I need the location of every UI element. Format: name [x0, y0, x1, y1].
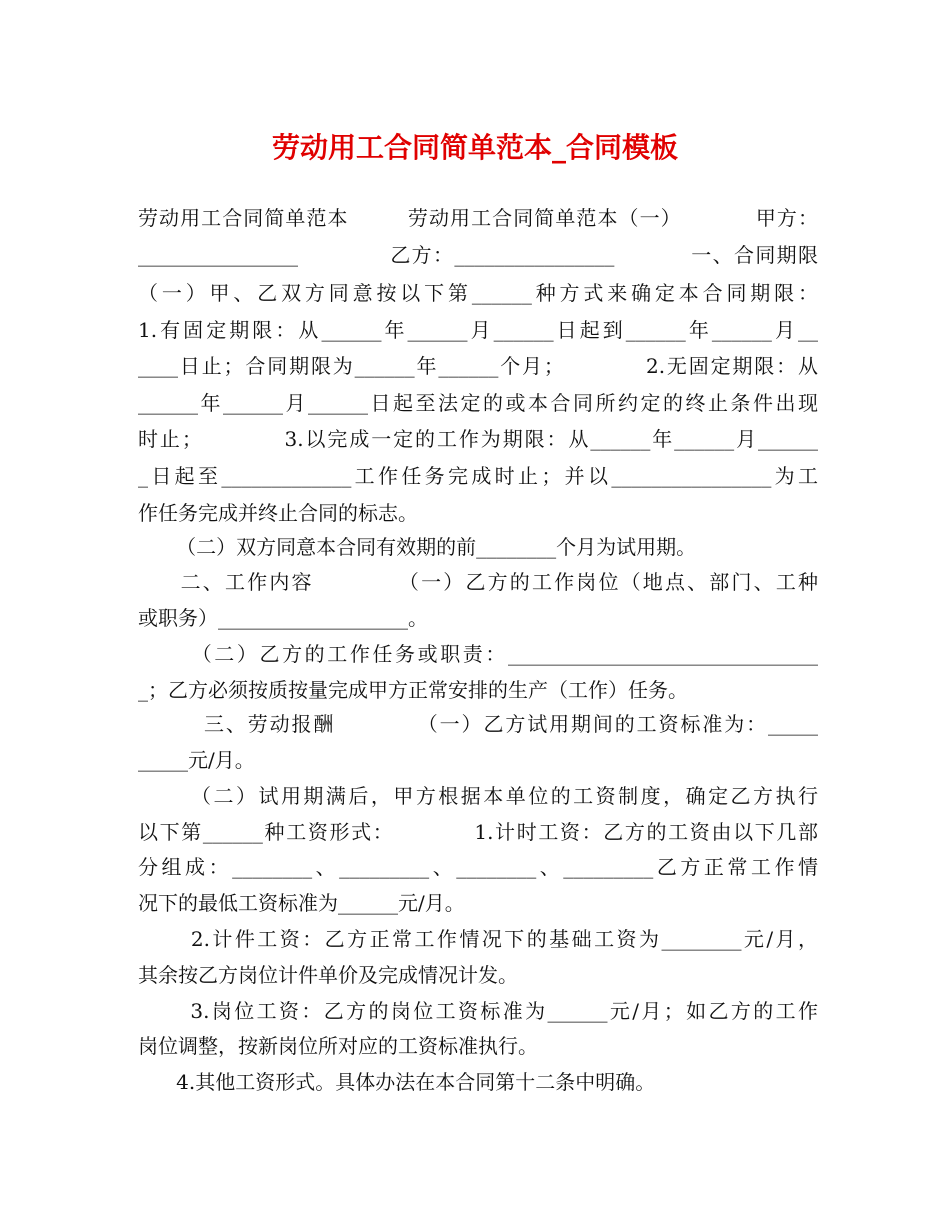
- body-line: 以下第______种工资形式： 1.计时工资：乙方的工资由以下几部: [138, 820, 818, 844]
- body-line: ______年______月______日起至法定的或本合同所约定的终止条件出现: [138, 391, 818, 415]
- body-line: 况下的最低工资标准为______元/月。: [138, 891, 465, 915]
- body-line: （二）试用期满后，甲方根据本单位的工资制度，确定乙方执行: [138, 784, 818, 808]
- body-line: 作任务完成并终止合同的标志。: [138, 501, 418, 525]
- body-line: （二）双方同意本合同有效期的前________个月为试用期。: [138, 535, 697, 559]
- body-line: 劳动用工合同简单范本 劳动用工合同简单范本（一） 甲方：: [138, 206, 818, 230]
- body-line: 其余按乙方岗位计件单价及完成情况计发。: [138, 963, 518, 987]
- document-title: 劳动用工合同简单范本_合同模板: [271, 131, 678, 164]
- body-line: ________________ 乙方：________________ 一、合同期限: [138, 243, 818, 267]
- body-line: _____元/月。: [138, 748, 255, 772]
- body-line: _日起至_____________工作任务完成时止；并以________________为工: [138, 464, 818, 488]
- body-line: 分组成：________、_________、________、_________乙方正常工作情: [138, 855, 818, 879]
- body-line: 或职务）___________________。: [138, 606, 428, 630]
- body-line: （一）甲、乙双方同意按以下第______种方式来确定本合同期限：: [138, 281, 818, 305]
- body-line: 3.岗位工资：乙方的岗位工资标准为______元/月；如乙方的工作: [138, 999, 818, 1023]
- body-line: _；乙方必须按质按量完成甲方正常安排的生产（工作）任务。: [138, 678, 688, 702]
- body-line: 时止； 3.以完成一定的工作为期限：从______年______月______: [138, 427, 818, 451]
- body-line: （二）乙方的工作任务或职责：_______________________________: [138, 642, 818, 666]
- body-line: 2.计件工资：乙方正常工作情况下的基础工资为________元/月，: [138, 927, 818, 951]
- body-line: 二、工作内容 （一）乙方的工作岗位（地点、部门、工种: [138, 570, 818, 594]
- body-line: 三、劳动报酬 （一）乙方试用期间的工资标准为：_____: [138, 712, 818, 736]
- body-line: 1.有固定期限：从______年______月______日起到______年______月__: [138, 318, 818, 342]
- body-line: ____日止；合同期限为______年______个月； 2.无固定期限：从: [138, 354, 818, 378]
- body-line: 岗位调整，按新岗位所对应的工资标准执行。: [138, 1034, 538, 1058]
- body-line: 4.其他工资形式。具体办法在本合同第十二条中明确。: [138, 1070, 656, 1094]
